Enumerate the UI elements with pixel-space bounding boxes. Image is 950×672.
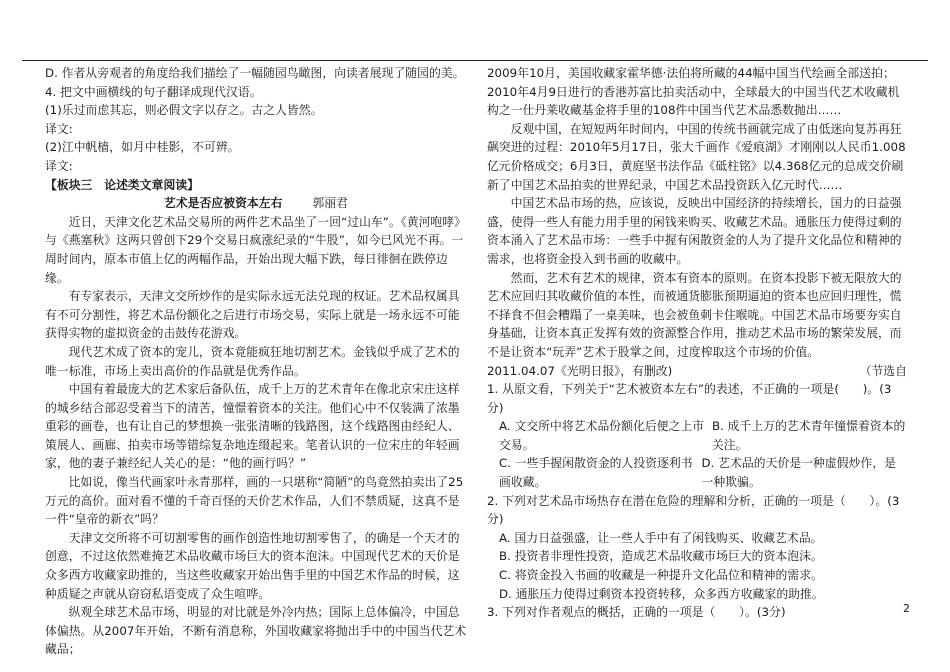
text-line: 1. 从原文看，下列关于“艺术被资本左右”的表述，不正确的一项是( )。(3分) bbox=[487, 382, 892, 415]
text-line: 4. 把文中画横线的句子翻译成现代汉语。 bbox=[45, 84, 262, 99]
article-author: 郭丽君 bbox=[312, 196, 349, 211]
text-line: 2009年10月，美国收藏家霍华德·法伯将所藏的44幅中国当代绘画全部送拍；2010年4月9日进行的香港苏富比拍卖活动中，全球最大的中国当代艺术收藏机构之一仕丹莱收藏基金将手里的108件中国当代艺术品悉数抛出…… bbox=[487, 66, 900, 118]
source-line bbox=[487, 362, 907, 381]
header-rule bbox=[22, 60, 928, 61]
option-pair bbox=[487, 417, 907, 454]
paragraph: 然而，艺术有艺术的规律，资本有资本的原则。在资本投影下被无限放大的艺术应回归其收藏价值的本性，而被通货膨胀预期逼迫的资本也应回归理性，慌不择食不但会糟蹋了一桌美味，也会被鱼刺卡住喉咙。中国艺术品市场要夯实自身基础，让资本真正发挥有效的资源整合作用，推动艺术品市场的繁荣发展，而不是让资本“玩弄”艺术于股掌之间，过度榨取这个市场的价值。 bbox=[487, 270, 902, 359]
paragraph: 比如说，像当代画家叶永青那样，画的一只堪称“简陋”的鸟竟然拍卖出了25万元的高价。面对看不懂的千奇百怪的天价艺术作品，人们不禁质疑，这真不是一件“皇帝的新衣”吗？ bbox=[45, 475, 464, 527]
source-prefix: （节选自 bbox=[859, 363, 907, 378]
text-line: D. 作者从旁观者的角度给我们描绘了一幅随园鸟瞰图，向读者展现了随园的美。 bbox=[45, 66, 465, 80]
option-pair bbox=[487, 454, 907, 491]
paragraph: 中国艺术品市场的热，应该说，反映出中国经济的持续增长，国力的日益强盛，使得一些人有能力用手里的闲钱来购买、收藏艺术品。通胀压力使得过剩的资本涌入了艺术品市场：一些手中握有闲散资金的人为了提升文化品位和精神的需求，也将资金投入到书画的收藏中。 bbox=[487, 196, 902, 266]
paragraph: 中国有着最庞大的艺术家后备队伍，成千上万的艺术青年在像北京宋庄这样的城乡结合部忍受着当下的清苦，憧憬着资本的关注。他们心中不仅装满了浓墨重彩的画卷，也有让自己的梦想换一张张清晰的钱路图，这个线路图由经纪人、策展人、画廊、拍卖市场等错综复杂地连缀起来。笔者认识的一位宋庄的年轻画家，他的妻子兼经纪人关心的是：“他的画行吗？” bbox=[45, 382, 460, 471]
paragraph: 天津文交所将不可切割零售的画作创造性地切割零售了，的确是一个天才的创意，不过这依然难掩艺术品收藏市场巨大的资本泡沫。中国现代艺术的天价是众多西方收藏家助推的，当这些收藏家开始出售手里的中国艺术作品的时候，这种质疑之声就从窃窃私语变成了众生喧哗。 bbox=[45, 530, 460, 601]
option: A. 文交所中将艺术品份额化后便之上市交易。 bbox=[499, 419, 705, 452]
option: C. 将资金投入书画的收藏是一种提升文化品位和精神的需求。 bbox=[499, 568, 823, 583]
text-line: 2. 下列对艺术品市场热存在潜在危险的理解和分析，正确的一项是（ ）。(3分) bbox=[487, 493, 900, 527]
article-title-row bbox=[45, 194, 467, 213]
option: D. 通胀压力使得过剩资本投资转移，众多西方收藏家的助推。 bbox=[499, 586, 824, 601]
section-heading: 【板块三 论述类文章阅读】 bbox=[45, 177, 200, 192]
paragraph: 有专家表示，天津文交所炒作的是实际永远无法兑现的权证。艺术品权属具有不可分割性，将艺术品份额化之后进行市场交易，实际上就是一场永远不可能获得实物的虚拟资金的击鼓传花游戏。 bbox=[45, 289, 460, 341]
text-line: 译文: bbox=[45, 158, 73, 173]
left-column bbox=[45, 64, 467, 659]
paragraph: 纵观全球艺术品市场，明显的对比就是外冷内热；国际上总体偏冷，中国总体偏热。从2007年开始，不断有消息称，外国收藏家将抛出手中的中国当代艺术藏品； bbox=[45, 605, 467, 657]
option: B. 成千上万的艺术青年憧憬着资本的关注。 bbox=[711, 419, 906, 452]
page-number: 2 bbox=[903, 602, 910, 615]
article-title: 艺术是否应被资本左右 bbox=[163, 196, 283, 211]
right-column bbox=[487, 64, 907, 622]
option: A. 国力日益强盛，让一些人手中有了闲钱购买、收藏艺术品。 bbox=[499, 530, 823, 545]
source-date: 2011.04.07《光明日报》，有删改) bbox=[487, 363, 673, 378]
text-line: 译文: bbox=[45, 121, 73, 136]
option: C. 一些手握闲散资金的人投资逐利书画收藏。 bbox=[499, 456, 693, 490]
paragraph: 近日，天津文化艺术品交易所的两件艺术品坐了一回“过山车”。《黄河咆哮》与《燕塞秋》这两只曾创下29个交易日疯涨纪录的“牛股”，如今已风光不再。一周时间内，原本市值上亿的两幅作品，开始出现大幅下跌，每日徘徊在跌停边缘。 bbox=[45, 214, 466, 285]
option: D. 艺术品的天价是一种虚假炒作，是一种欺骗。 bbox=[701, 456, 896, 490]
text-line: (2)江中帆樯，如月中桂影，不可辨。 bbox=[45, 140, 240, 155]
text-line: (1)乐过而虑其忘，则必假文字以存之。古之人皆然。 bbox=[45, 103, 323, 118]
option: B. 投资者非理性投资，造成艺术品收藏市场巨大的资本泡沫。 bbox=[499, 549, 823, 564]
paragraph: 现代艺术成了资本的宠儿，资本竟能疯狂地切割艺术。金钱似乎成了艺术的唯一标准，市场上卖出高价的作品就是优秀作品。 bbox=[45, 344, 460, 378]
text-line: 3. 下列对作者观点的概括，正确的一项是（ ）。(3分) bbox=[487, 605, 786, 620]
paragraph: 反观中国，在短短两年时间内，中国的传统书画就完成了由低迷向复苏再狂飙突进的过程：2010年5月17日，张大千画作《爱痕湖》才刚刚以人民币1.008亿元价格成交；6月3日，黄庭坚书法作品《砥柱铭》以4.368亿元的总成交价刷新了中国艺术品拍卖的世界纪录，中国艺术品投资跃入亿元时代…… bbox=[487, 121, 906, 192]
